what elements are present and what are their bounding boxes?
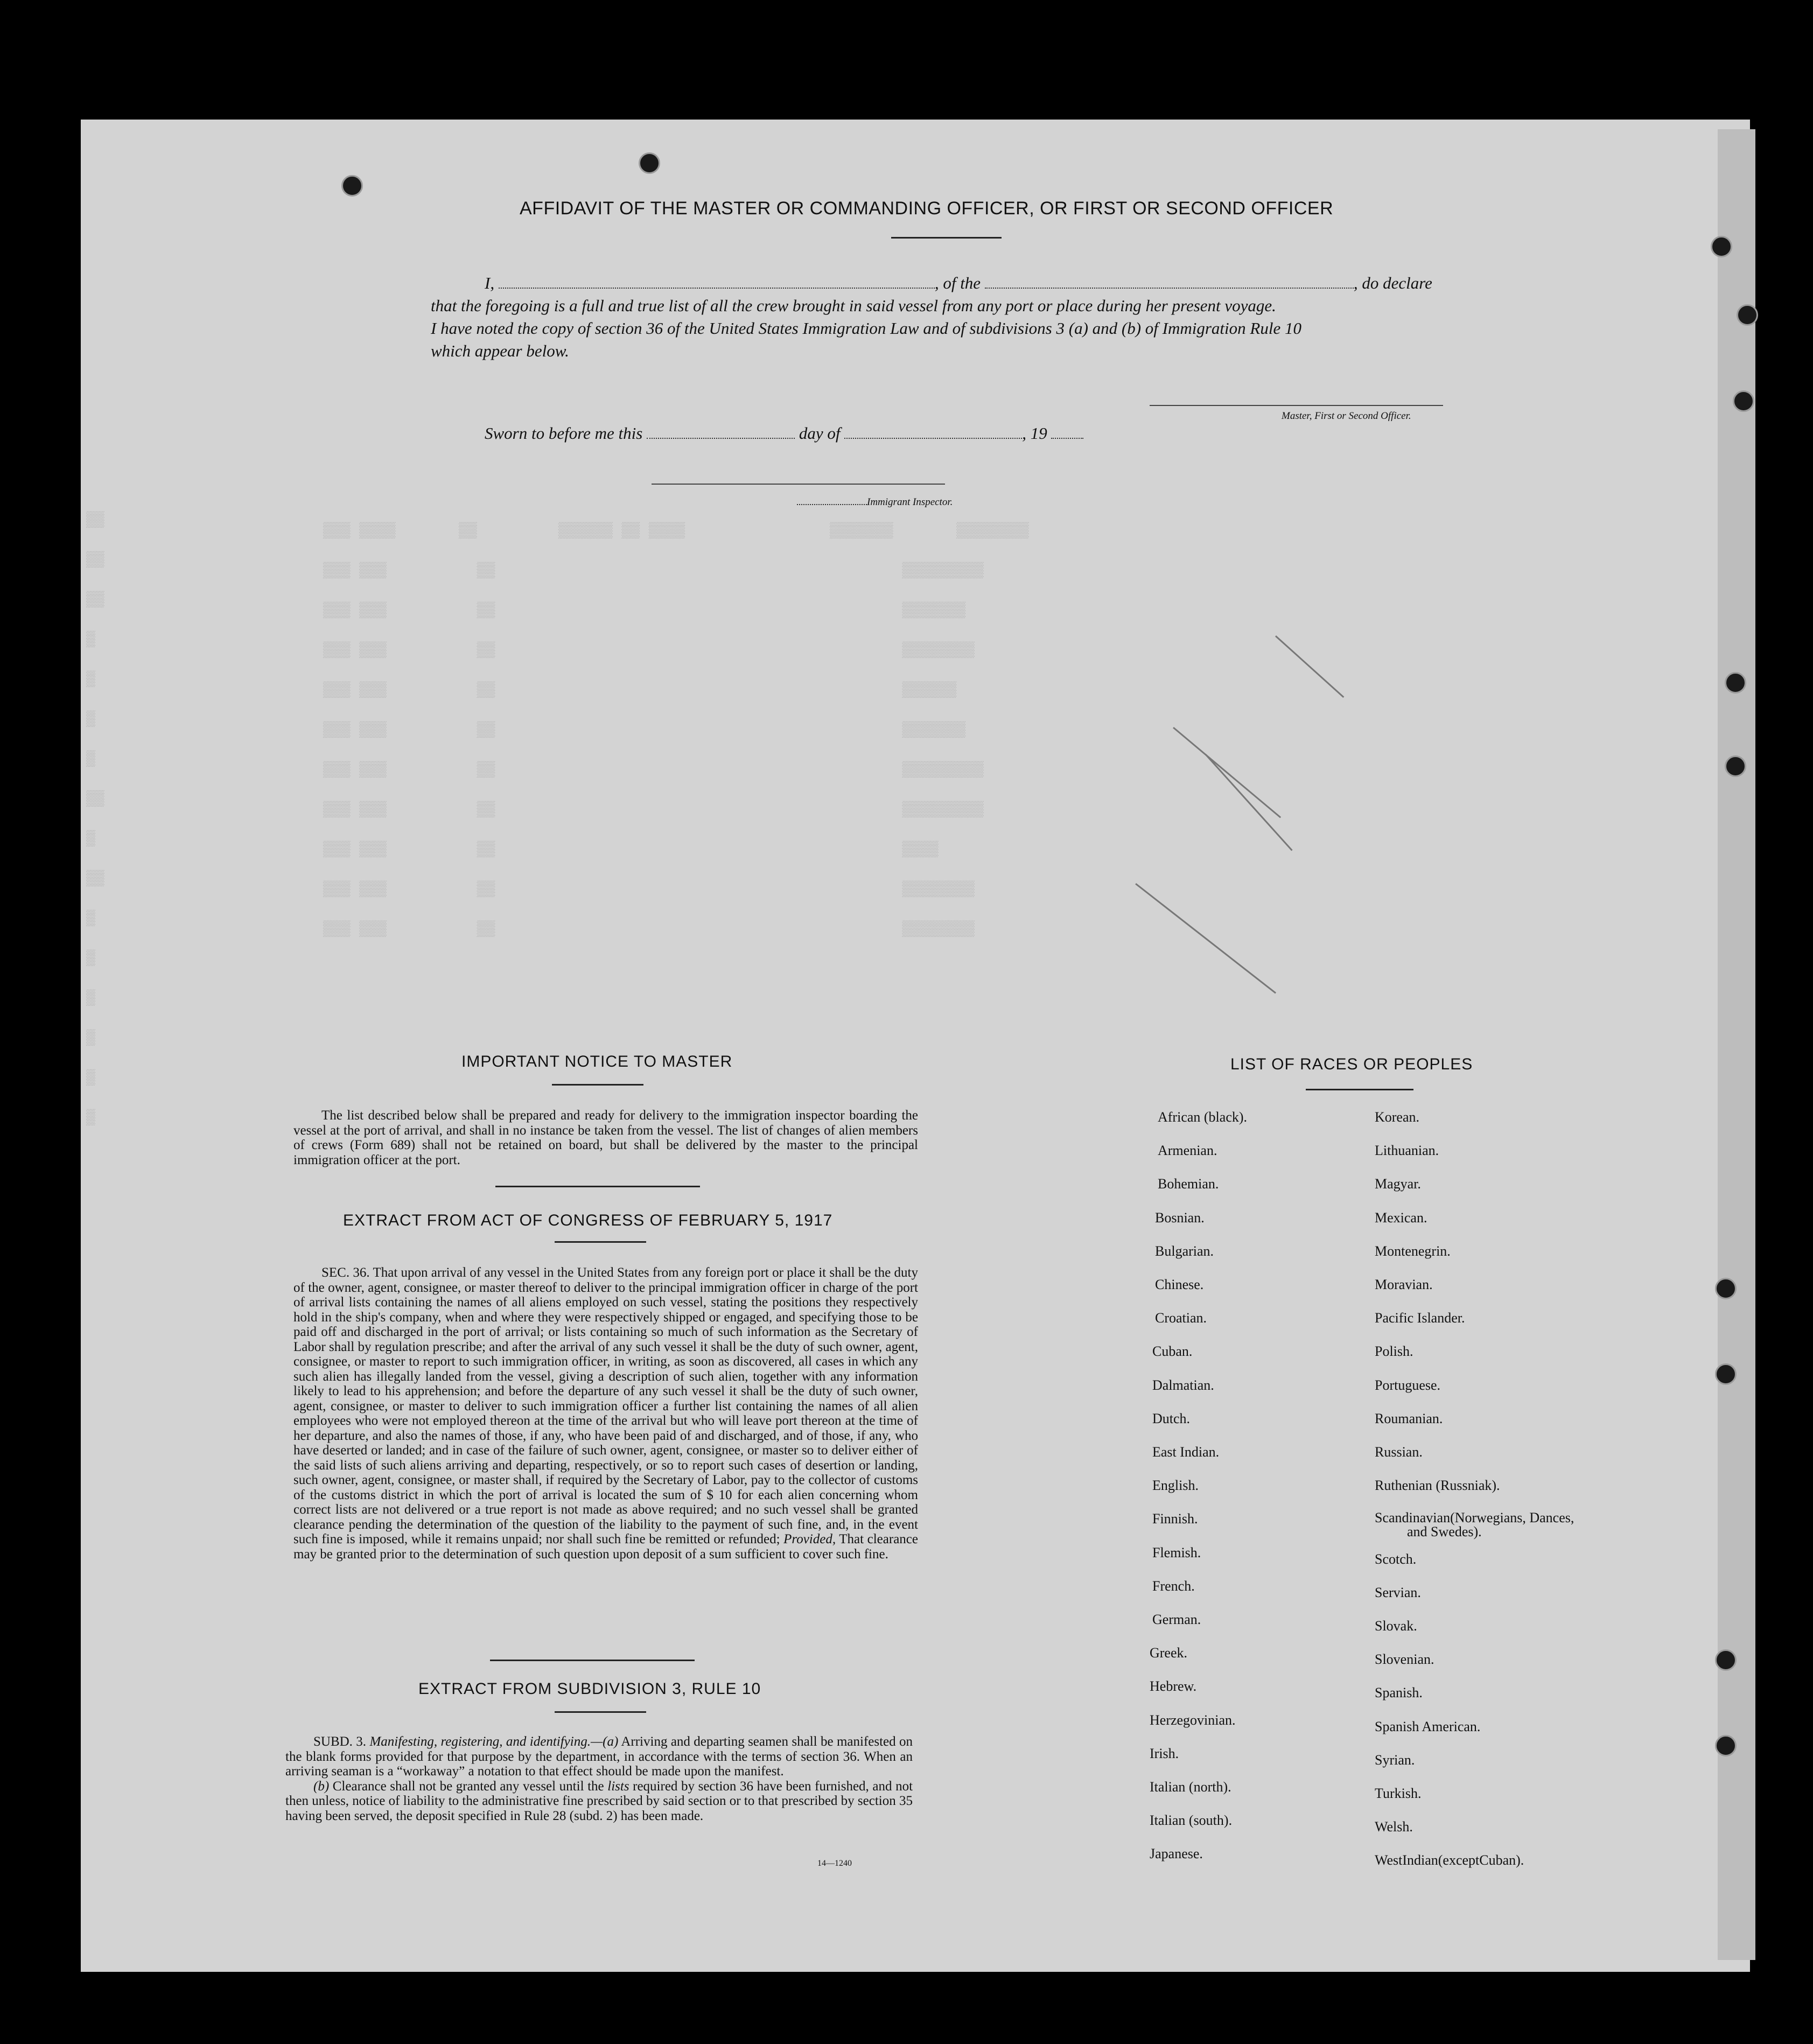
race-item: Scandinavian(Norwegians, Dances, and Swedes). xyxy=(1375,1510,1574,1539)
vessel-name-field[interactable] xyxy=(985,288,1354,289)
race-item: Spanish. xyxy=(1375,1685,1423,1700)
race-item: Chinese. xyxy=(1155,1277,1204,1292)
race-item: Moravian. xyxy=(1375,1277,1433,1292)
race-item: Ruthenian (Russniak). xyxy=(1375,1478,1500,1493)
act-title-rule xyxy=(555,1241,646,1243)
notice-title: IMPORTANT NOTICE TO MASTER xyxy=(461,1053,733,1070)
affidavit-title: AFFIDAVIT OF THE MASTER OR COMMANDING OFFICER, OR FIRST OR SECOND OFFICER xyxy=(520,198,1334,219)
rule-title: EXTRACT FROM SUBDIVISION 3, RULE 10 xyxy=(418,1680,761,1698)
race-item: Bulgarian. xyxy=(1155,1243,1214,1259)
race-item: Syrian. xyxy=(1375,1752,1415,1768)
punch-hole xyxy=(341,175,363,197)
act-text: SEC. 36. That upon arrival of any vessel in the United States from any foreign port or place it shall be the duty of the owner, agent, consignee, or master thereof to deliver to the principal immigration officer in charge of the port of arrival lists containing the names of all aliens employed on such vessel, stating the positions they respectively hold in the ship's company, when and where they were respectively shipped or engaged, and specifying those to be paid off and discharged in the port of arrival; or lists containing so much of such information as the Secretary of Labor shall by regulation prescribe; and after the arrival of any such vessel it shall be the duty of such owner, agent, consignee, or master to report to such immigration officer, in writing, as soon as discovered, all cases in which any such alien has illegally landed from the vessel, giving a description of such alien, together with any information likely to lead to his apprehension; and before the departure of any such vessel it shall be the duty of such owner, agent, consignee, or master to deliver to such immigration officer a further list containing the names of all alien employees who were not employed thereon at the time of the arrival but who will leave port thereon at the time of her departure, and also the names of those, if any, who have been paid of and discharged, and of those, if any, who have deserted or landed; and in case of the failure of such owner, agent, consignee, or master so to deliver either of the said lists of such aliens arriving and departing, respectively, or so to report such cases of desertion or landing, such owner, agent, consignee, or master shall, if required by the Secretary of Labor, pay to the collector of customs of the customs district in which the port of arrival is located the sum of $ 10 for each alien concerning whom correct lists are not delivered or a true report is not made as above required; and no such vessel shall be granted clearance pending the determination of the question of the liability to the payment of such fine, and, in the event such fine is imposed, while it remains unpaid; nor shall such fine be remitted or refunded; Provided, That clearance may be granted prior to the determination of such question upon deposit of a sum sufficient to cover such fine. xyxy=(293,1265,918,1562)
race-item: Finnish. xyxy=(1152,1511,1198,1527)
race-item: Lithuanian. xyxy=(1375,1143,1439,1158)
punch-hole xyxy=(1725,755,1746,777)
rule-text: SUBD. 3. Manifesting, registering, and identifying.—(a) Arriving and departing seamen shall be manifested on the blank forms provided for that purpose by the department, in accordance with the terms of section 36. When an arriving seaman is a “workaway” a notation to that effect should be made upon the manifest. (b) Clearance shall not be granted any vessel until the lists required by section 36 have been furnished, and not then unless, notice of liability to the administrative fine prescribed by said section or to that prescribed by section 35 having been served, the deposit specified in Rule 28 (subd. 2) has been made. xyxy=(285,1734,913,1823)
master-signature-line[interactable] xyxy=(1150,405,1443,406)
race-item: Slovak. xyxy=(1375,1618,1417,1634)
act-title: EXTRACT FROM ACT OF CONGRESS OF FEBRUARY 5, 1917 xyxy=(343,1212,833,1229)
bleed-through-column: ▒▒ ▒▒ ▒▒ ▒ ▒ ▒ ▒ ▒▒ ▒ ▒▒ ▒ ▒ ▒ ▒ ▒ ▒ xyxy=(86,512,104,1126)
punch-hole xyxy=(1733,390,1754,412)
race-item: Flemish. xyxy=(1152,1545,1201,1560)
punch-hole xyxy=(1711,236,1732,257)
race-item: Cuban. xyxy=(1152,1343,1193,1359)
race-item: Italian (south). xyxy=(1150,1812,1233,1828)
master-signature-caption: Master, First or Second Officer. xyxy=(1282,410,1411,422)
punch-hole xyxy=(1715,1735,1737,1756)
section-divider xyxy=(490,1660,695,1661)
race-item: WestIndian(exceptCuban). xyxy=(1375,1852,1524,1868)
subdivision-label: SUBD. 3. xyxy=(313,1734,367,1749)
race-item: Japanese. xyxy=(1150,1846,1203,1861)
race-item: Dutch. xyxy=(1152,1411,1191,1426)
inspector-signature-caption: Immigrant Inspector. xyxy=(797,496,953,508)
punch-hole xyxy=(1715,1278,1737,1299)
race-item: Irish. xyxy=(1150,1746,1179,1761)
race-item: Magyar. xyxy=(1375,1176,1421,1192)
race-item: Dalmatian. xyxy=(1152,1377,1214,1393)
race-item: Scotch. xyxy=(1375,1551,1417,1567)
race-item: Slovenian. xyxy=(1375,1651,1434,1667)
race-item: Mexican. xyxy=(1375,1210,1427,1226)
affidavit-line-3: I have noted the copy of section 36 of the United States Immigration Law and of subdivisions 3 (a) and (b) of Immigration Rule 10 xyxy=(431,319,1301,338)
race-item: Pacific Islander. xyxy=(1375,1310,1465,1326)
race-item: Bohemian. xyxy=(1158,1176,1219,1192)
race-item: German. xyxy=(1152,1612,1201,1627)
sworn-year-field[interactable] xyxy=(1051,438,1083,439)
punch-hole xyxy=(639,152,660,174)
race-item: Greek. xyxy=(1150,1645,1188,1661)
race-item: Montenegrin. xyxy=(1375,1243,1451,1259)
affidavit-line-2: that the foregoing is a full and true list of all the crew brought in said vessel from any port or place during her present voyage. xyxy=(431,296,1276,315)
document-page xyxy=(81,120,1750,1972)
race-item: Servian. xyxy=(1375,1585,1421,1600)
race-item: Spanish American. xyxy=(1375,1719,1481,1734)
race-item: Polish. xyxy=(1375,1343,1413,1359)
races-title-rule xyxy=(1306,1089,1413,1090)
sworn-line: Sworn to before me this day of , 19 xyxy=(485,424,1083,443)
race-item: East Indian. xyxy=(1152,1444,1220,1460)
race-item: African (black). xyxy=(1158,1109,1248,1125)
race-item: Welsh. xyxy=(1375,1819,1413,1835)
section-label: SEC. 36. xyxy=(321,1265,370,1280)
punch-hole xyxy=(1737,304,1758,326)
affidavit-line-4: which appear below. xyxy=(431,341,569,360)
races-title: LIST OF RACES OR PEOPLES xyxy=(1230,1055,1473,1073)
notice-title-rule xyxy=(552,1084,643,1086)
master-name-field[interactable] xyxy=(499,288,935,289)
race-item: Croatian. xyxy=(1155,1310,1207,1326)
race-item: French. xyxy=(1152,1578,1195,1594)
race-item: Armenian. xyxy=(1158,1143,1217,1158)
race-item: Hebrew. xyxy=(1150,1678,1197,1694)
race-item: Turkish. xyxy=(1375,1786,1422,1801)
race-item: Russian. xyxy=(1375,1444,1423,1460)
punch-hole xyxy=(1715,1649,1737,1671)
affidavit-line-1: I, , of the , do declare xyxy=(485,274,1432,292)
rule-title-rule xyxy=(555,1711,646,1713)
race-item: Portuguese. xyxy=(1375,1377,1441,1393)
punch-hole xyxy=(1725,672,1746,694)
race-item: Italian (north). xyxy=(1150,1779,1231,1795)
race-item: Korean. xyxy=(1375,1109,1420,1125)
notice-text: The list described below shall be prepared and ready for delivery to the immigration inspector boarding the vessel at the port of arrival, and shall in no instance be taken from the vessel. The list of changes of alien members of crews (Form 689) shall not be retained on board, but shall be delivered by the master to the principal immigration officer at the port. xyxy=(293,1108,918,1167)
affidavit-title-rule xyxy=(891,237,1002,239)
race-item: Bosnian. xyxy=(1155,1210,1205,1226)
bleed-through-rows: ▒▒▒ ▒▒▒▒ ▒▒ ▒▒▒▒▒▒ ▒▒ ▒▒▒▒ ▒▒▒▒▒▒▒ ▒▒▒▒▒▒▒▒ ▒▒▒ ▒▒▒ ▒▒ ▒▒▒▒▒▒▒▒▒ ▒▒▒ ▒▒▒ ▒▒ ▒▒▒▒▒▒▒ ▒▒▒ ▒▒▒ ▒▒ ▒▒▒▒▒▒▒▒ ▒▒▒ ▒▒▒ ▒▒ ▒▒▒▒▒▒ ▒▒▒ ▒▒▒ ▒▒ ▒▒▒▒▒▒▒ ▒▒▒ ▒▒▒ ▒▒ ▒▒▒▒▒▒▒▒▒ ▒▒▒ ▒▒▒ ▒▒ ▒▒▒▒▒▒▒▒▒ ▒▒▒ ▒▒▒ ▒▒ ▒▒▒▒ ▒▒▒ ▒▒▒ ▒▒ ▒▒▒▒▒▒▒▒ ▒▒▒ ▒▒▒ ▒▒ ▒▒▒▒▒▒▒▒ xyxy=(323,523,1029,938)
section-divider xyxy=(495,1186,700,1187)
race-item: English. xyxy=(1152,1478,1199,1493)
inspector-signature-line[interactable] xyxy=(652,484,945,485)
punch-hole xyxy=(1715,1363,1737,1385)
race-item: Roumanian. xyxy=(1375,1411,1443,1426)
sworn-day-field[interactable] xyxy=(647,438,795,439)
form-number: 14—1240 xyxy=(817,1859,852,1868)
race-item: Herzegovinian. xyxy=(1150,1712,1236,1728)
sworn-month-field[interactable] xyxy=(844,438,1022,439)
